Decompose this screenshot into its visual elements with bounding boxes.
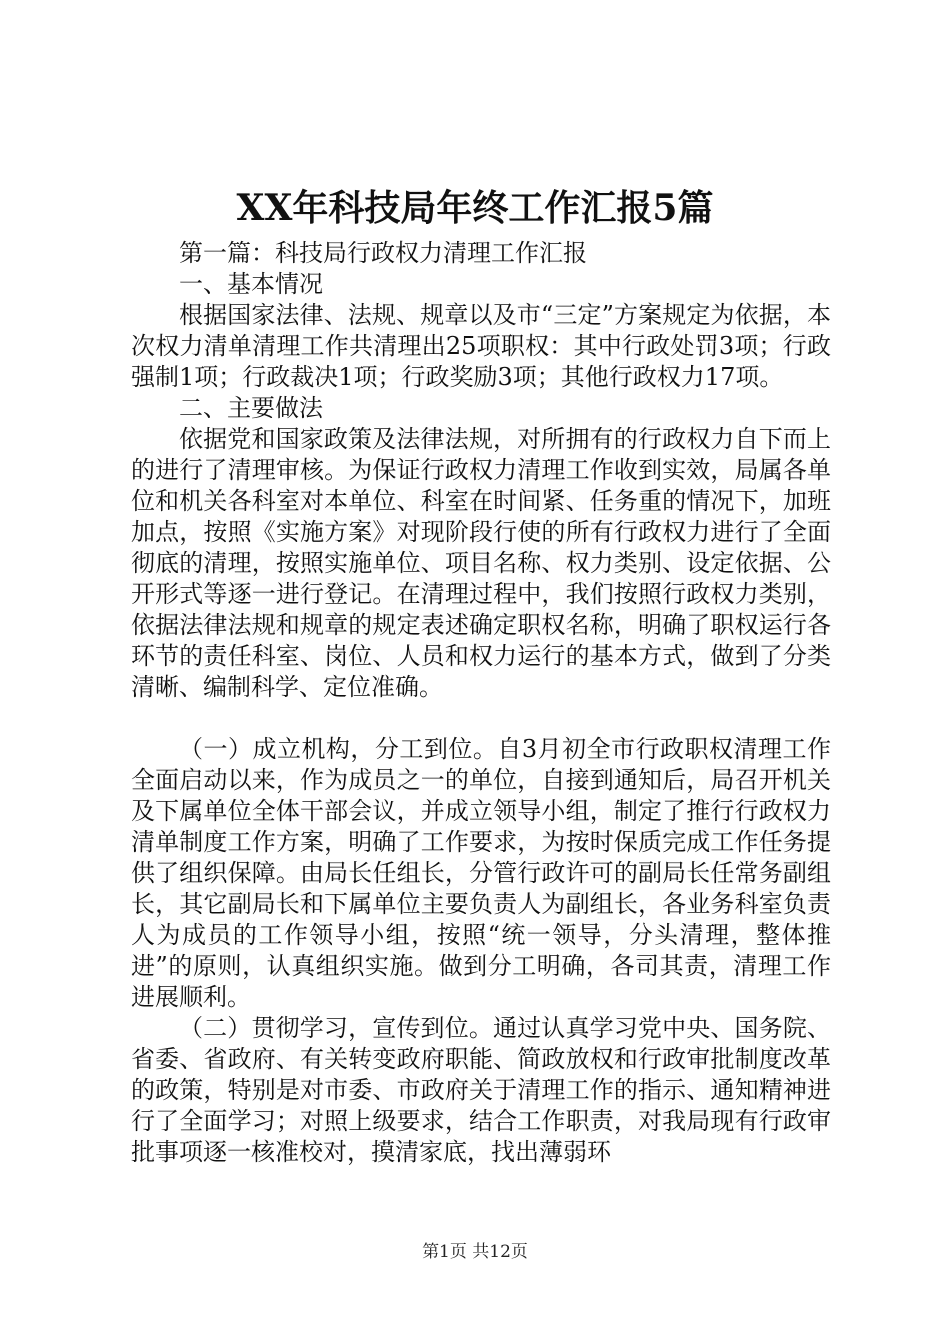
body-paragraph: 依据党和国家政策及法律法规，对所拥有的行政权力自下而上的进行了清理审核。为保证行政权力清理工作收到实效，局属各单位和机关各科室对本单位、科室在时间紧、任务重的情况下，加班加点，按照《实施方案》对现阶段行使的所有行政权力进行了全面彻底的清理，按照实施单位、项目名称、权力类别、设定依据、公开形式等逐一进行登记。在清理过程中，我们按照行政权力类别，依据法律法规和规章的规定表述确定职权名称，明确了职权运行各环节的责任科室、岗位、人员和权力运行的基本方式，做到了分类清晰、编制科学、定位准确。 (131, 425, 831, 701)
page-number: 第1页 共12页 (422, 1242, 528, 1262)
body-paragraph: （二）贯彻学习，宣传到位。通过认真学习党中央、国务院、省委、省政府、有关转变政府职能、简政放权和行政审批制度改革的政策，特别是对市委、市政府关于清理工作的指示、通知精神进行了全面学习；对照上级要求，结合工作职责，对我局现有行政审批事项逐一核准校对，摸清家底，找出薄弱环 (131, 1014, 831, 1166)
document-title: XX年科技局年终工作汇报5篇 (236, 187, 714, 229)
body-paragraph: 根据国家法律、法规、规章以及市“三定”方案规定为依据，本次权力清单清理工作共清理出25项职权：其中行政处罚3项；行政强制1项；行政裁决1项；行政奖励3项；其他行政权力17项。 (131, 301, 831, 391)
section-heading: 第一篇：科技局行政权力清理工作汇报 (179, 239, 587, 267)
document-body (131, 238, 831, 1168)
body-paragraph: （一）成立机构，分工到位。自3月初全市行政职权清理工作全面启动以来，作为成员之一的单位，自接到通知后，局召开机关及下属单位全体干部会议，并成立领导小组，制定了推行行政权力清单制度工作方案，明确了工作要求，为按时保质完成工作任务提供了组织保障。由局长任组长，分管行政许可的副局长任常务副组长，其它副局长和下属单位主要负责人为副组长，各业务科室负责人为成员的工作领导小组，按照“统一领导，分头清理，整体推进”的原则，认真组织实施。做到分工明确，各司其责，清理工作进展顺利。 (131, 735, 831, 1011)
subsection-heading: 一、基本情况 (179, 270, 323, 298)
subsection-heading: 二、主要做法 (179, 394, 323, 422)
